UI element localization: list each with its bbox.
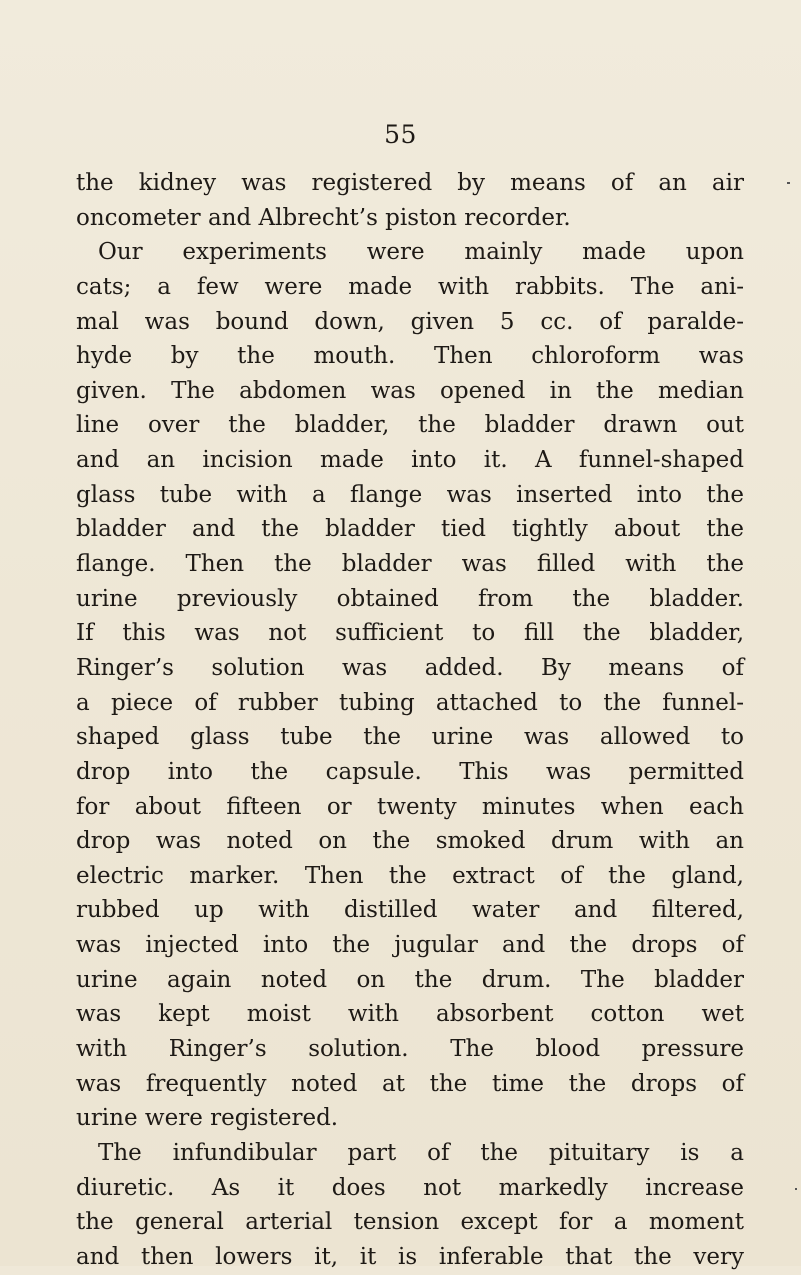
text-line: drop into the capsule. This was permitted — [76, 758, 744, 785]
text-line: was injected into the jugular and the drops of — [76, 932, 744, 959]
text-line: cats; a few were made with rabbits. The ani- — [76, 273, 744, 300]
margin-speck — [795, 1188, 797, 1190]
text-line: drop was noted on the smoked drum with an — [76, 828, 744, 855]
margin-speck — [787, 182, 790, 184]
text-line: mal was bound down, given 5 cc. of paralde- — [76, 308, 744, 335]
page-number: 55 — [384, 120, 417, 149]
text-line: The infundibular part of the pituitary is a — [98, 1139, 744, 1166]
text-line: for about fifteen or twenty minutes when each — [76, 793, 744, 820]
text-line: Ringer’s solution was added. By means of — [76, 654, 744, 681]
text-line: given. The abdomen was opened in the median — [76, 377, 744, 404]
text-line: with Ringer’s solution. The blood pressure — [76, 1036, 744, 1063]
text-line: and an incision made into it. A funnel-shaped — [76, 447, 744, 474]
text-line: was frequently noted at the time the drops of — [76, 1070, 744, 1097]
text-line: the general arterial tension except for a moment — [76, 1209, 744, 1236]
text-line: flange. Then the bladder was filled with the — [76, 551, 744, 578]
text-line: Our experiments were mainly made upon — [98, 239, 744, 266]
text-line: line over the bladder, the bladder drawn out — [76, 412, 744, 439]
text-line: bladder and the bladder tied tightly about the — [76, 516, 744, 543]
text-line: If this was not sufficient to fill the bladder, — [76, 620, 744, 647]
text-line: urine again noted on the drum. The bladder — [76, 966, 744, 993]
text-line: glass tube with a flange was inserted into the — [76, 481, 744, 508]
text-line: urine were registered. — [76, 1105, 339, 1132]
text-line: a piece of rubber tubing attached to the funnel- — [76, 689, 744, 716]
text-line: rubbed up with distilled water and filtered, — [76, 897, 744, 924]
text-line: shaped glass tube the urine was allowed to — [76, 724, 744, 751]
text-line: hyde by the mouth. Then chloroform was — [76, 343, 744, 370]
text-line: diuretic. As it does not markedly increase — [76, 1174, 744, 1201]
text-line: electric marker. Then the extract of the gland, — [76, 862, 744, 889]
text-line: oncometer and Albrecht’s piston recorder. — [76, 204, 571, 231]
text-line: was kept moist with absorbent cotton wet — [76, 1001, 744, 1028]
body-text — [76, 166, 744, 1275]
text-line: and then lowers it, it is inferable that the very — [76, 1243, 744, 1270]
text-line: urine previously obtained from the bladder. — [76, 585, 744, 612]
text-line: the kidney was registered by means of an air — [76, 170, 744, 196]
